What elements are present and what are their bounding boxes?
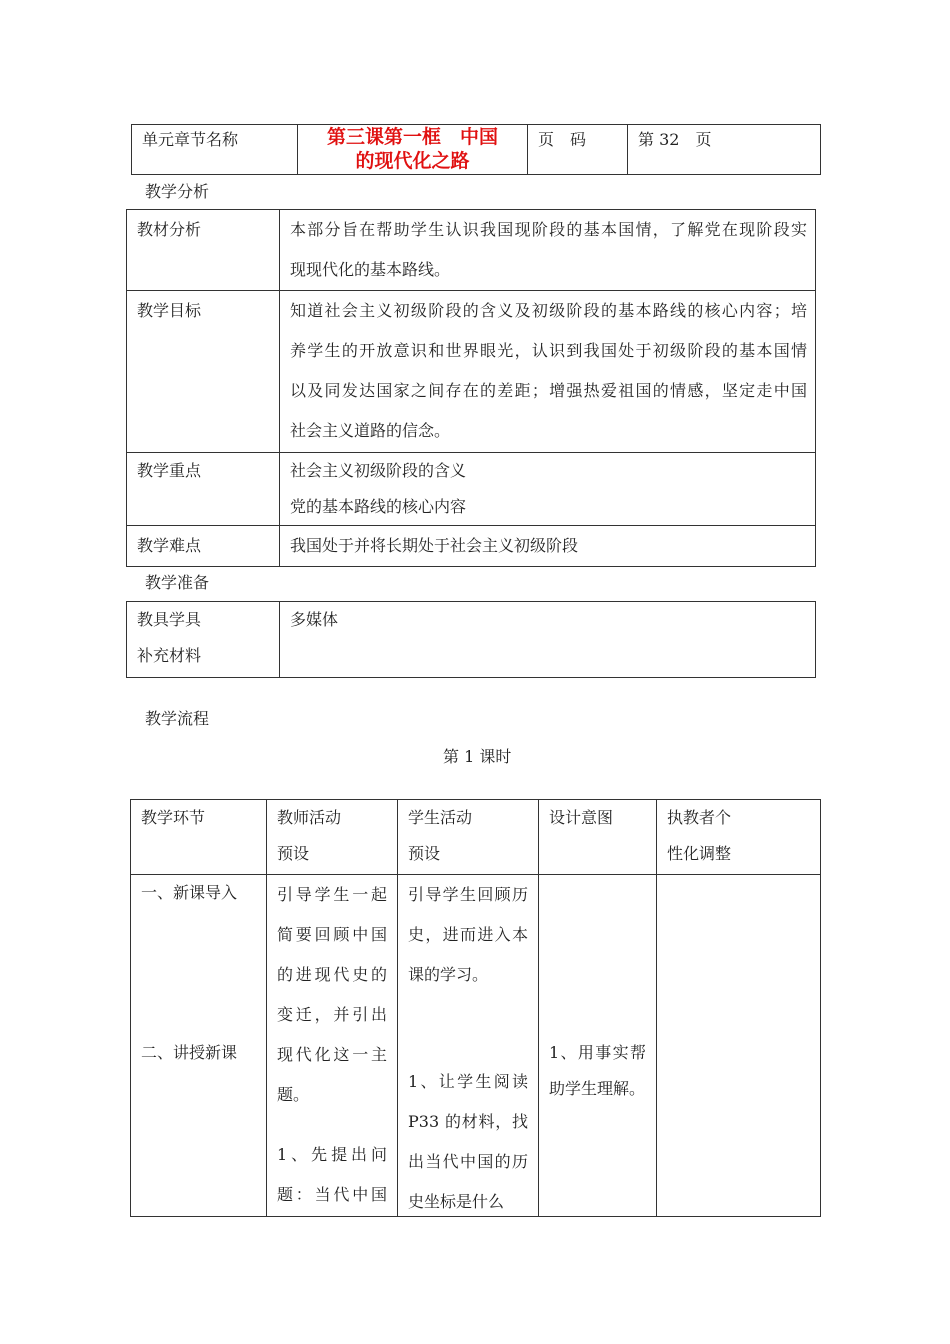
- lesson-title-line2: 的现代化之路: [355, 150, 470, 172]
- lesson-title: [298, 125, 528, 175]
- flow-table: [130, 799, 821, 1217]
- analysis-section-title: 教学分析: [145, 182, 210, 201]
- content-line: 知道社会主义初级阶段的含义及初级阶段的基本路线的核心内容；培: [290, 301, 807, 320]
- analysis-row: [127, 291, 816, 453]
- teacher-line: 题：当代中国: [277, 1185, 387, 1204]
- header-design: [539, 800, 657, 875]
- analysis-row: [127, 453, 816, 526]
- student-line: 课的学习。: [408, 965, 489, 984]
- student-line: 史坐标是什么: [408, 1192, 505, 1211]
- header-teacher: [267, 800, 398, 875]
- content-line: 社会主义道路的信念。: [290, 421, 451, 440]
- content-line: 党的基本路线的核心内容: [290, 497, 467, 516]
- design-block: [549, 1035, 646, 1107]
- header-text: 教学环节: [141, 808, 206, 827]
- period-label: 第 1 课时: [443, 747, 512, 766]
- header-text: 教师活动: [277, 808, 342, 827]
- analysis-content: [280, 210, 816, 291]
- stage-cell: [131, 875, 267, 1217]
- analysis-content: [280, 526, 816, 567]
- stage-item: 二、讲授新课: [141, 1043, 238, 1062]
- prep-value: 多媒体: [280, 602, 816, 678]
- analysis-label: 教学难点: [127, 526, 280, 567]
- teacher-line: 简要回顾中国: [277, 925, 387, 944]
- student-line: 1、让学生阅读: [408, 1072, 528, 1091]
- content-line: 以及同发达国家之间存在的差距；增强热爱祖国的情感，坚定走中国: [290, 381, 807, 400]
- prep-label: [127, 602, 280, 678]
- prep-label-line: 补充材料: [137, 646, 202, 665]
- student-line: P33 的材料，找: [408, 1112, 528, 1131]
- student-line: 史，进而进入本: [408, 925, 528, 944]
- header-text: 预设: [277, 844, 310, 863]
- header-table: [131, 124, 821, 175]
- flow-header-row: [131, 800, 821, 875]
- analysis-label: 教学重点: [127, 453, 280, 526]
- analysis-label: 教学目标: [127, 291, 280, 453]
- teacher-line: 现代化这一主: [277, 1045, 387, 1064]
- teacher-line: 的进现代史的: [277, 965, 387, 984]
- design-line: 助学生理解。: [549, 1079, 646, 1098]
- teacher-line: 1、先提出问: [277, 1145, 387, 1164]
- teacher-line: 引导学生一起: [277, 885, 387, 904]
- prep-label-line: 教具学具: [137, 610, 202, 629]
- design-cell: [539, 875, 657, 1217]
- analysis-content: [280, 291, 816, 453]
- page-value: 第 32 页: [628, 125, 821, 175]
- header-text: 执教者个: [667, 808, 732, 827]
- student-cell: [398, 875, 539, 1217]
- student-block-2: [408, 1062, 528, 1222]
- header-text: 性化调整: [667, 844, 732, 863]
- content-line: 养学生的开放意识和世界眼光，认识到我国处于初级阶段的基本国情: [290, 341, 807, 360]
- adjust-cell: [657, 875, 821, 1217]
- content-line: 现现代化的基本路线。: [290, 260, 451, 279]
- unit-label: 单元章节名称: [132, 125, 298, 175]
- teacher-line: 变迁，并引出: [277, 1005, 387, 1024]
- lesson-title-line1: 第三课第一框 中国: [326, 126, 498, 148]
- header-stage: [131, 800, 267, 875]
- flow-section-title: 教学流程: [145, 709, 210, 728]
- prep-table: [126, 601, 816, 678]
- header-text: 预设: [408, 844, 441, 863]
- flow-body-row: [131, 875, 821, 1217]
- content-line: 我国处于并将长期处于社会主义初级阶段: [290, 536, 579, 555]
- teacher-line: 题。: [277, 1085, 310, 1104]
- teacher-cell: [267, 875, 398, 1217]
- header-student: [398, 800, 539, 875]
- stage-item: 一、新课导入: [141, 883, 238, 902]
- student-line: 引导学生回顾历: [408, 885, 528, 904]
- content-line: 本部分旨在帮助学生认识我国现阶段的基本国情，了解党在现阶段实: [290, 220, 807, 239]
- student-line: 出当代中国的历: [408, 1152, 528, 1171]
- analysis-row: [127, 526, 816, 567]
- prep-section-title: 教学准备: [145, 573, 210, 592]
- analysis-label: 教材分析: [127, 210, 280, 291]
- page-label: 页 码: [528, 125, 628, 175]
- analysis-table: [126, 209, 816, 567]
- header-text: 设计意图: [549, 808, 614, 827]
- header-adjust: [657, 800, 821, 875]
- design-line: 1、用事实帮: [549, 1043, 646, 1062]
- analysis-row: [127, 210, 816, 291]
- header-text: 学生活动: [408, 808, 473, 827]
- content-line: 社会主义初级阶段的含义: [290, 461, 467, 480]
- analysis-content: [280, 453, 816, 526]
